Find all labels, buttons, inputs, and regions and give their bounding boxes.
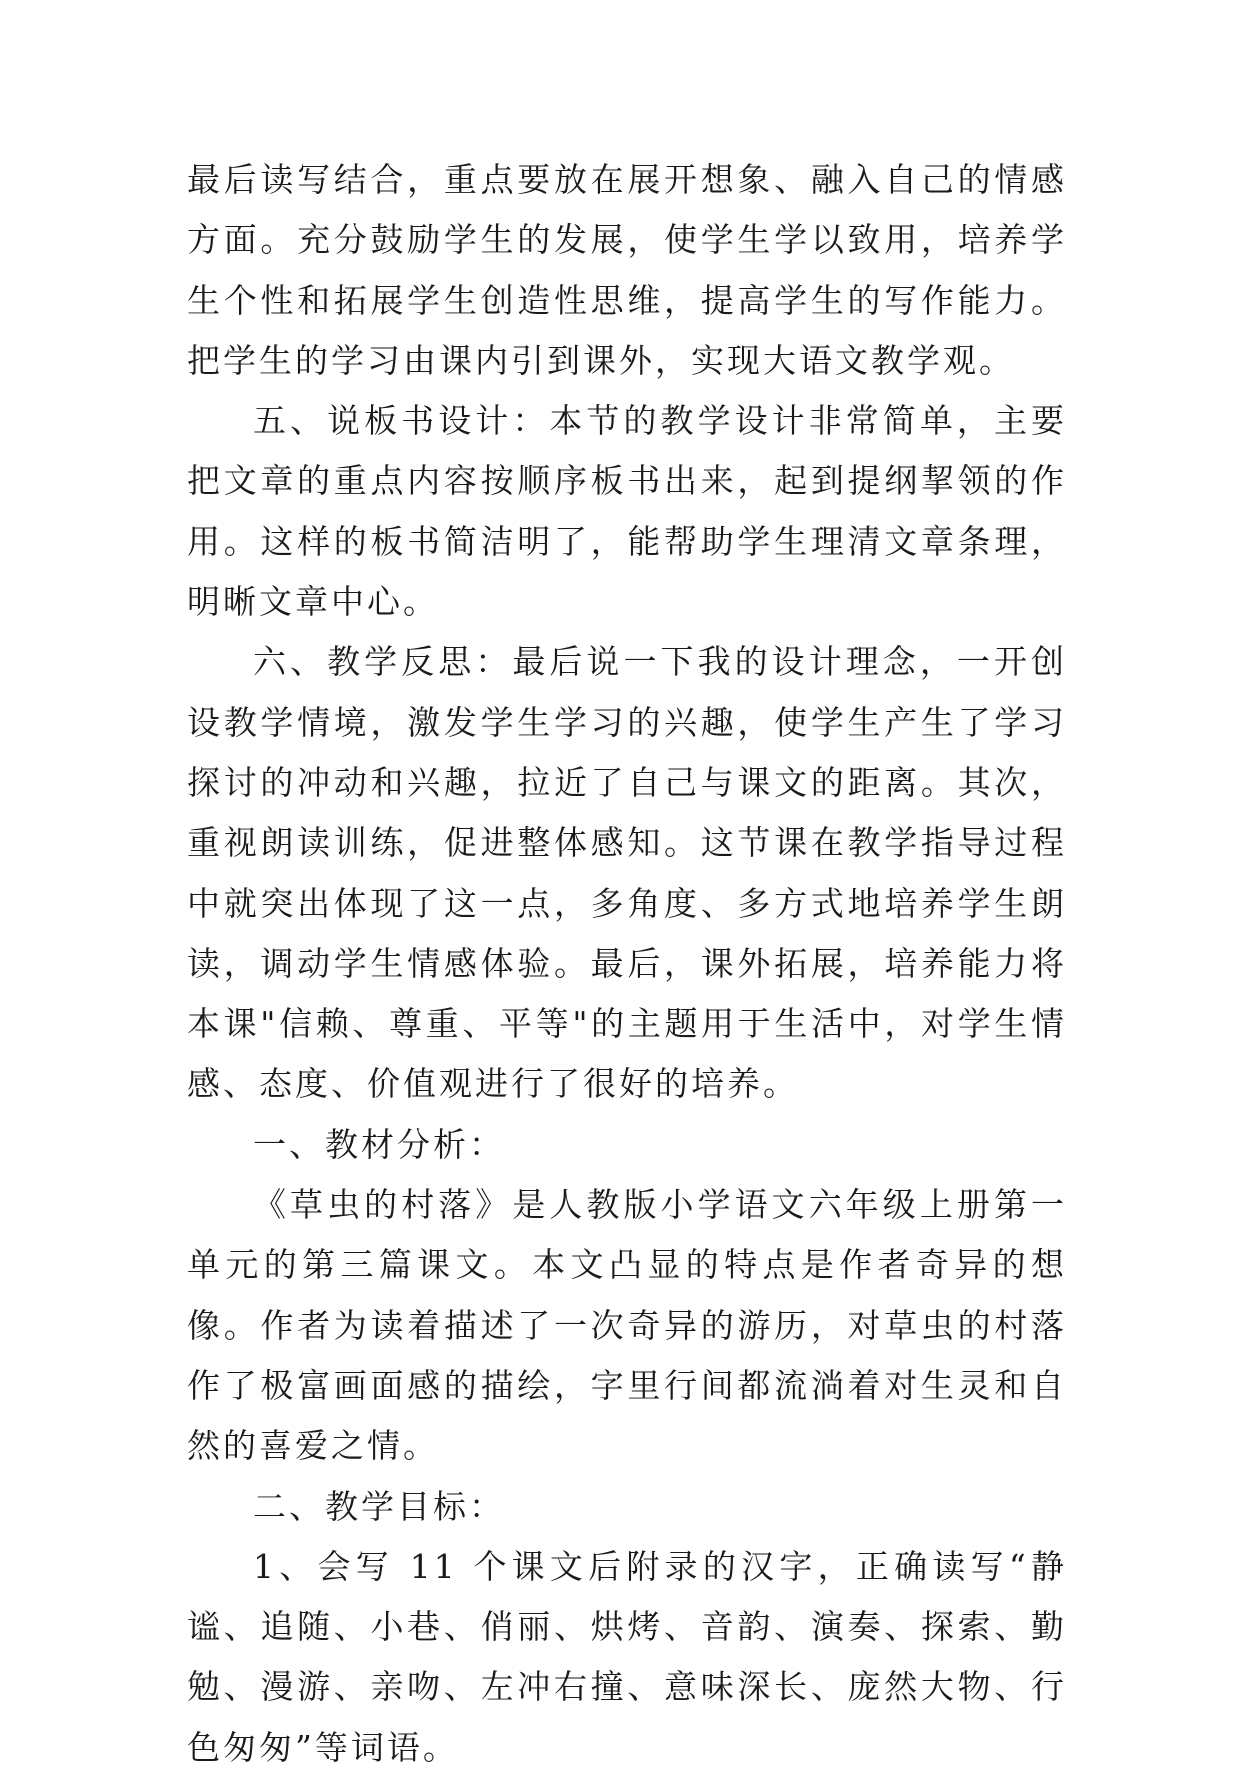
- paragraph-reading-writing: 最后读写结合，重点要放在展开想象、融入自己的情感方面。充分鼓励学生的发展，使学生学以致用，培养学生个性和拓展学生创造性思维，提高学生的写作能力。把学生的学习由课内引到课外，实现大语文教学观。: [187, 160, 1067, 380]
- heading-teaching-goals: 二、教学目标：: [253, 1486, 505, 1526]
- paragraph-blackboard-design: 五、说板书设计：本节的教学设计非常简单，主要把文章的重点内容按顺序板书出来，起到提纲挈领的作用。这样的板书简洁明了，能帮助学生理清文章条理，明晰文章中心。: [187, 401, 1067, 622]
- paragraph-goal-1: 1、会写 11 个课文后附录的汉字，正确读写“静谧、追随、小巷、俏丽、烘烤、音韵、演奏、探索、勤勉、漫游、亲吻、左冲右撞、意味深长、庞然大物、行色匆匆”等词语。: [187, 1546, 1067, 1767]
- paragraph-textbook-analysis: 《草虫的村落》是人教版小学语文六年级上册第一单元的第三篇课文。本文凸显的特点是作者奇异的想像。作者为读着描述了一次奇异的游历，对草虫的村落作了极富画面感的描绘，字里行间都流淌着对生灵和自然的喜爱之情。: [187, 1185, 1067, 1466]
- paragraph-teaching-reflection: 六、教学反思：最后说一下我的设计理念，一开创设教学情境，激发学生学习的兴趣，使学生产生了学习探讨的冲动和兴趣，拉近了自己与课文的距离。其次，重视朗读训练，促进整体感知。这节课在教学指导过程中就突出体现了这一点，多角度、多方式地培养学生朗读，调动学生情感体验。最后，课外拓展，培养能力将本课"信赖、尊重、平等"的主题用于生活中，对学生情感、态度、价值观进行了很好的培养。: [187, 642, 1067, 1104]
- heading-textbook-analysis: 一、教材分析：: [253, 1124, 505, 1164]
- document-body: [187, 150, 1067, 1778]
